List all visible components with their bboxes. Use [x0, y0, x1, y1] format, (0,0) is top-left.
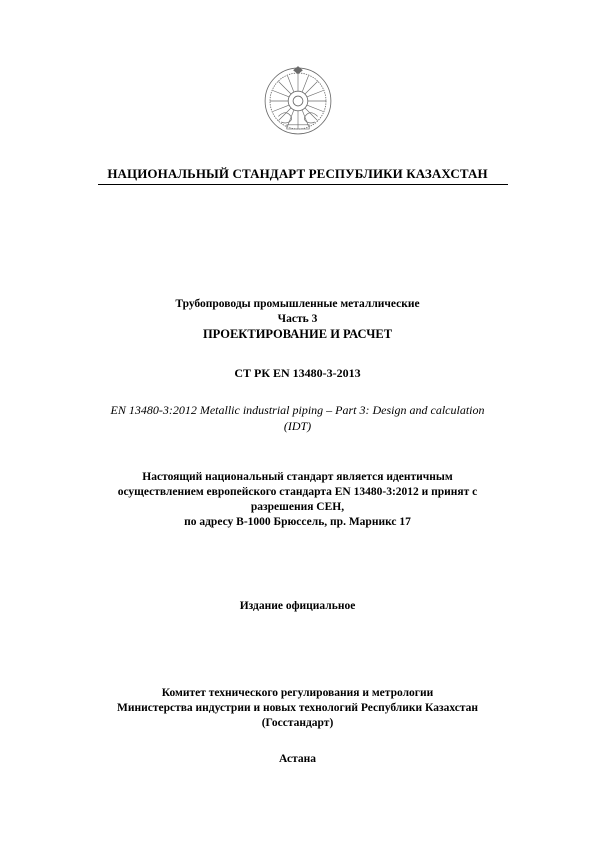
english-title-identity: (IDT) [283, 419, 312, 433]
english-title-line: EN 13480-3:2012 Metallic industrial piping – Part 3: Design and calculation [110, 403, 485, 417]
document-part-title: ПРОЕКТИРОВАНИЕ И РАСЧЕТ [202, 327, 393, 341]
document-title-line: Трубопроводы промышленные металлические [175, 298, 420, 310]
publisher-block [60, 686, 535, 731]
state-emblem-icon [263, 66, 333, 136]
adoption-line: по адресу B-1000 Брюссель, пр. Марникс 17 [184, 516, 411, 528]
publisher-line: Комитет технического регулирования и метрологии [161, 687, 434, 699]
english-title-block [60, 402, 535, 434]
adoption-statement [60, 470, 535, 530]
adoption-line: разрешения СЕН, [250, 501, 345, 513]
document-part-label: Часть 3 [277, 313, 318, 325]
header-divider [98, 184, 508, 185]
publisher-line: (Госстандарт) [261, 717, 334, 729]
document-designation: СТ РК EN 13480-3-2013 [234, 366, 361, 380]
adoption-line: Настоящий национальный стандарт является идентичным [142, 471, 453, 483]
publication-city: Астана [278, 753, 317, 765]
edition-label: Издание официальное [239, 600, 356, 612]
adoption-line: осуществлением европейского стандарта EN 13480-3:2012 и принят с [117, 486, 478, 498]
document-title-block [60, 297, 535, 342]
publisher-line: Министерства индустрии и новых технологий Республики Казахстан [116, 702, 479, 714]
standard-header-title: НАЦИОНАЛЬНЫЙ СТАНДАРТ РЕСПУБЛИКИ КАЗАХСТАН [107, 166, 488, 181]
